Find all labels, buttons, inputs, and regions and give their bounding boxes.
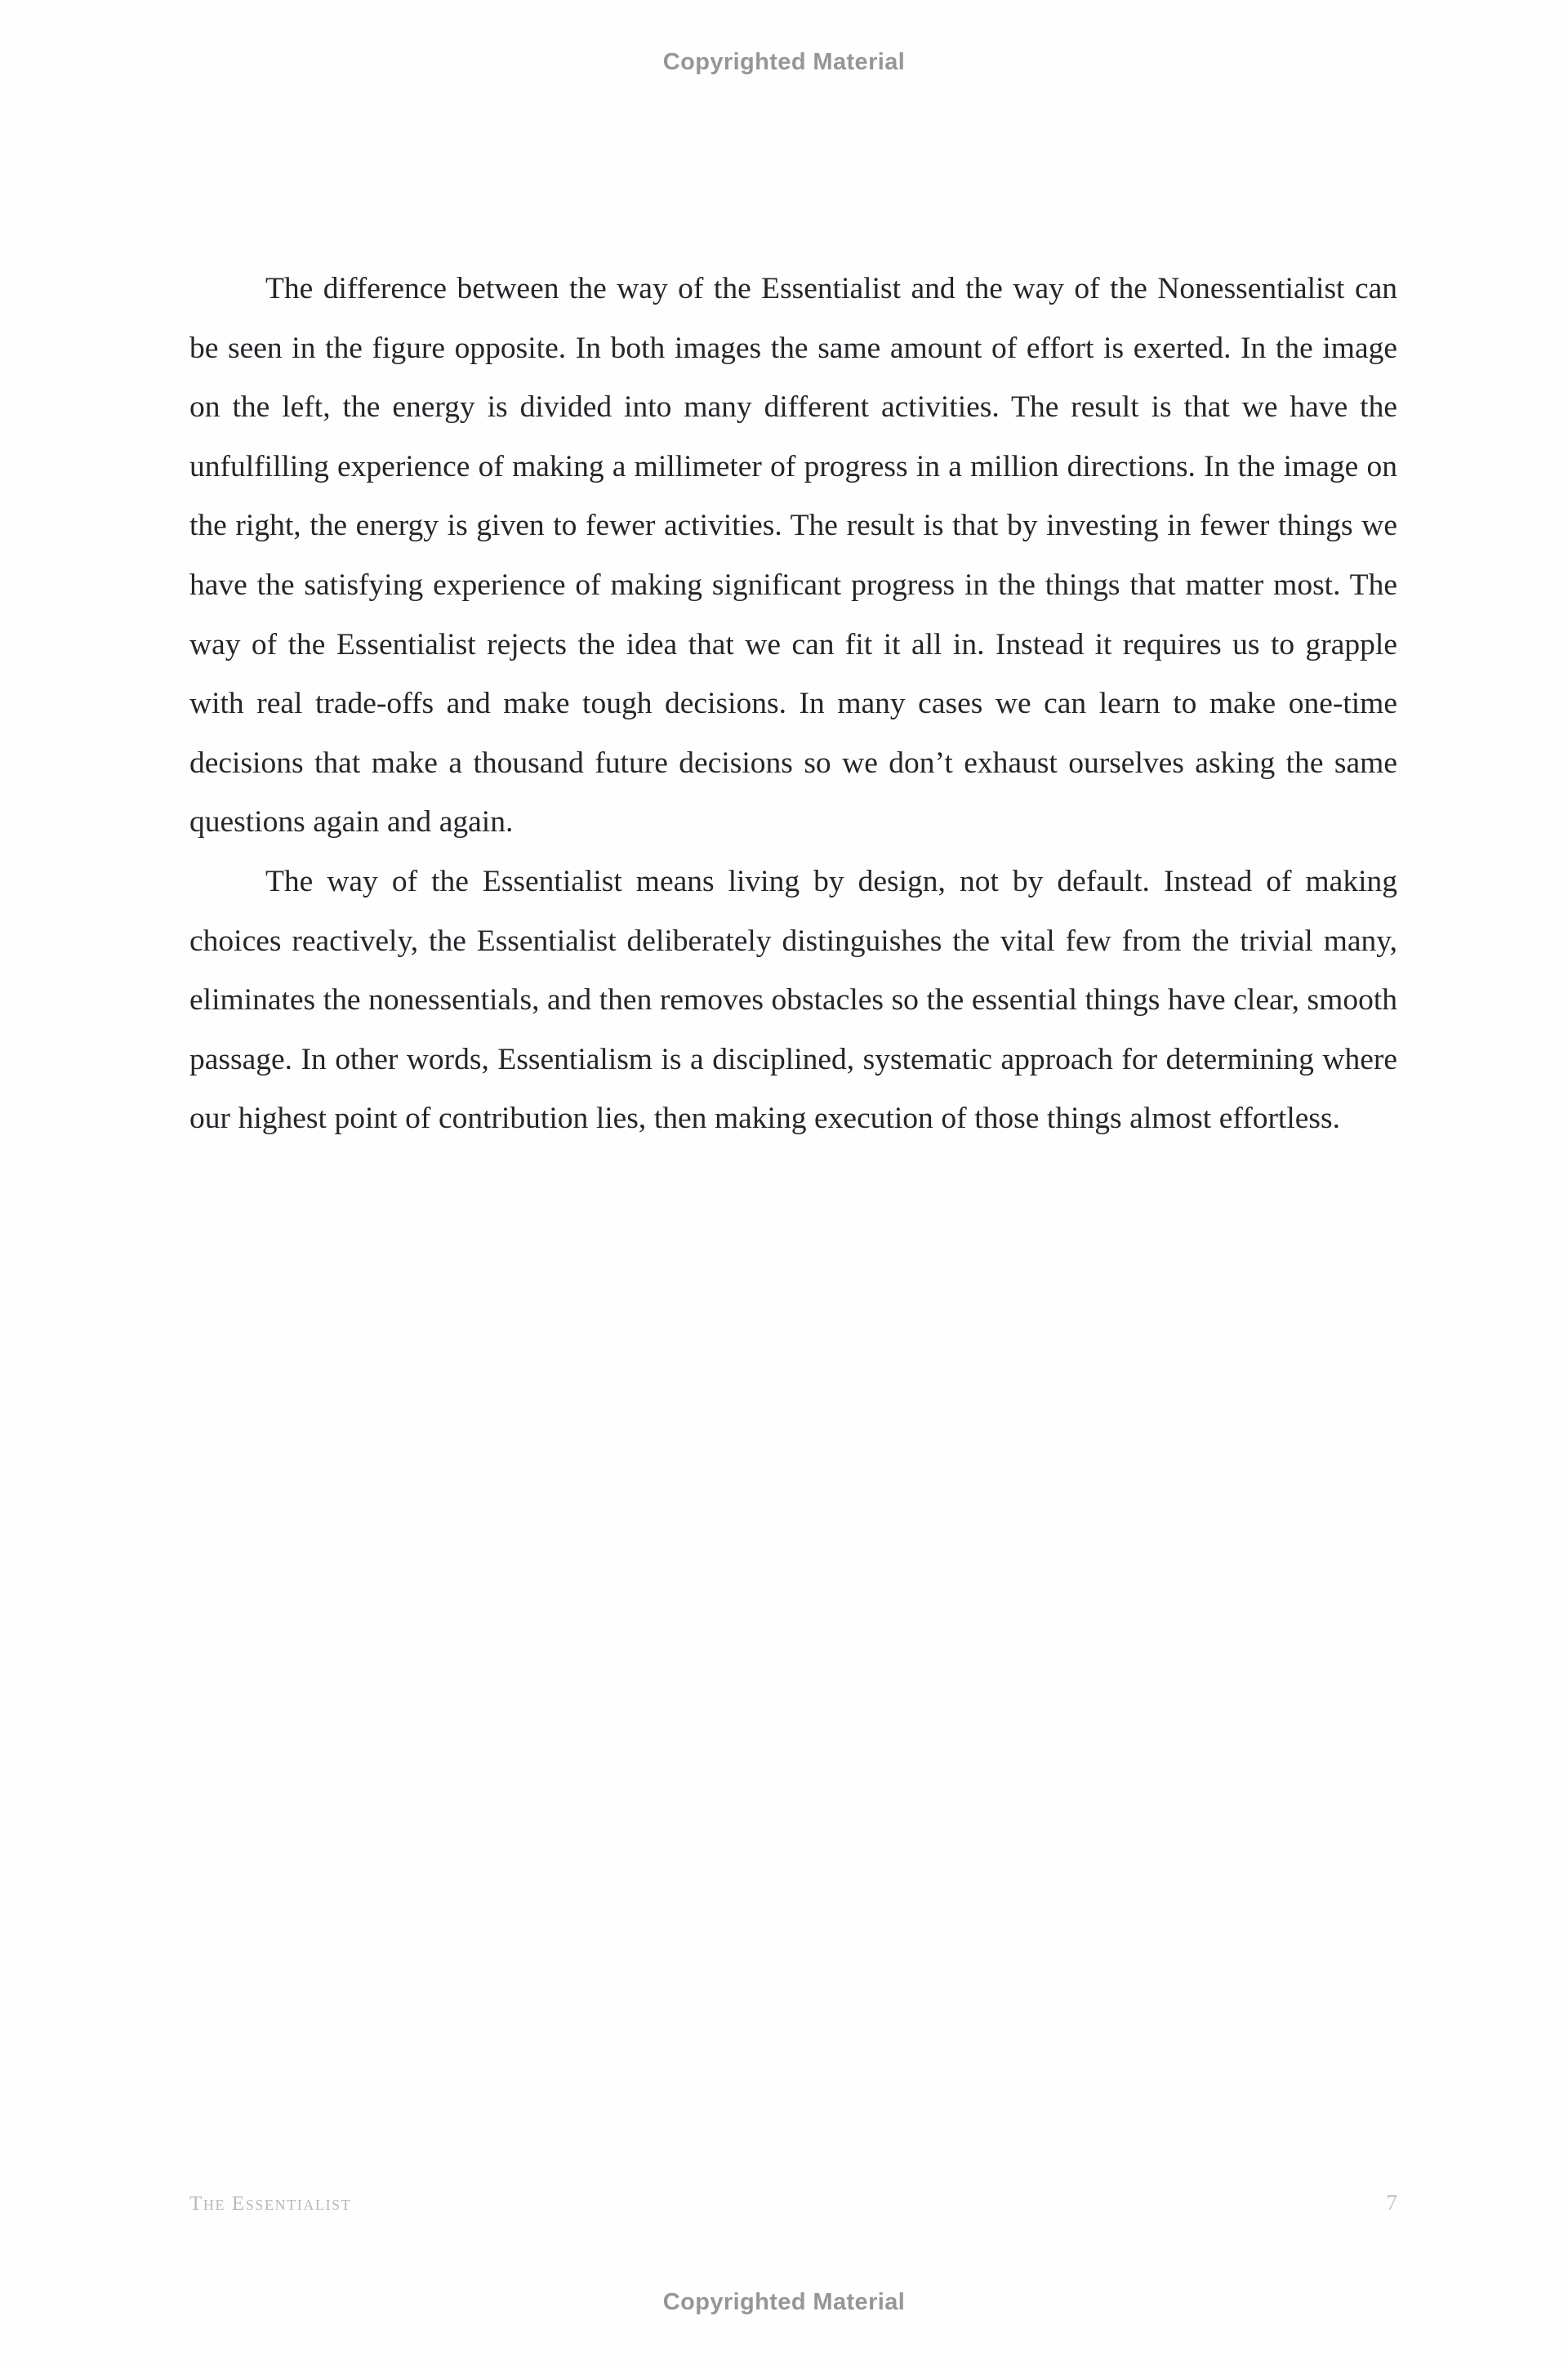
running-footer — [189, 2190, 1397, 2216]
running-title: The Essentialist — [189, 2193, 352, 2215]
body-text-block — [189, 260, 1397, 1149]
copyright-watermark-top: Copyrighted Material — [662, 49, 906, 75]
body-paragraph: The difference between the way of the Essentialist and the way of the Nonessentialist can be seen in the figure opposite. In both images the same amount of effort is exerted. In the image on the left, the energy is divided into many different activities. The result is that we have the unfulfilling experience of making a millimeter of progress in a million directions. In the image on the right, the energy is given to fewer activities. The result is that by investing in fewer things we have the satisfying experience of making significant progress in the things that matter most. The way of the Essentialist rejects the idea that we can fit it all in. Instead it requires us to grapple with real trade-offs and make tough decisions. In many cases we can learn to make one-time decisions that make a thousand future decisions so we don’t exhaust ourselves asking the same questions again and again. — [189, 272, 1397, 840]
page-number: 7 — [1386, 2190, 1397, 2215]
copyright-watermark-bottom: Copyrighted Material — [662, 2289, 906, 2315]
body-paragraph: The way of the Essentialist means living by design, not by default. Instead of making choices reactively, the Essentialist deliberately distinguishes the vital few from the trivial many, eliminates the nonessentials, and then removes obstacles so the essential things have clear, smooth passage. In other words, Essentialism is a disciplined, systematic approach for determining where our highest point of contribution lies, then making execution of those things almost effortless. — [189, 864, 1397, 1136]
